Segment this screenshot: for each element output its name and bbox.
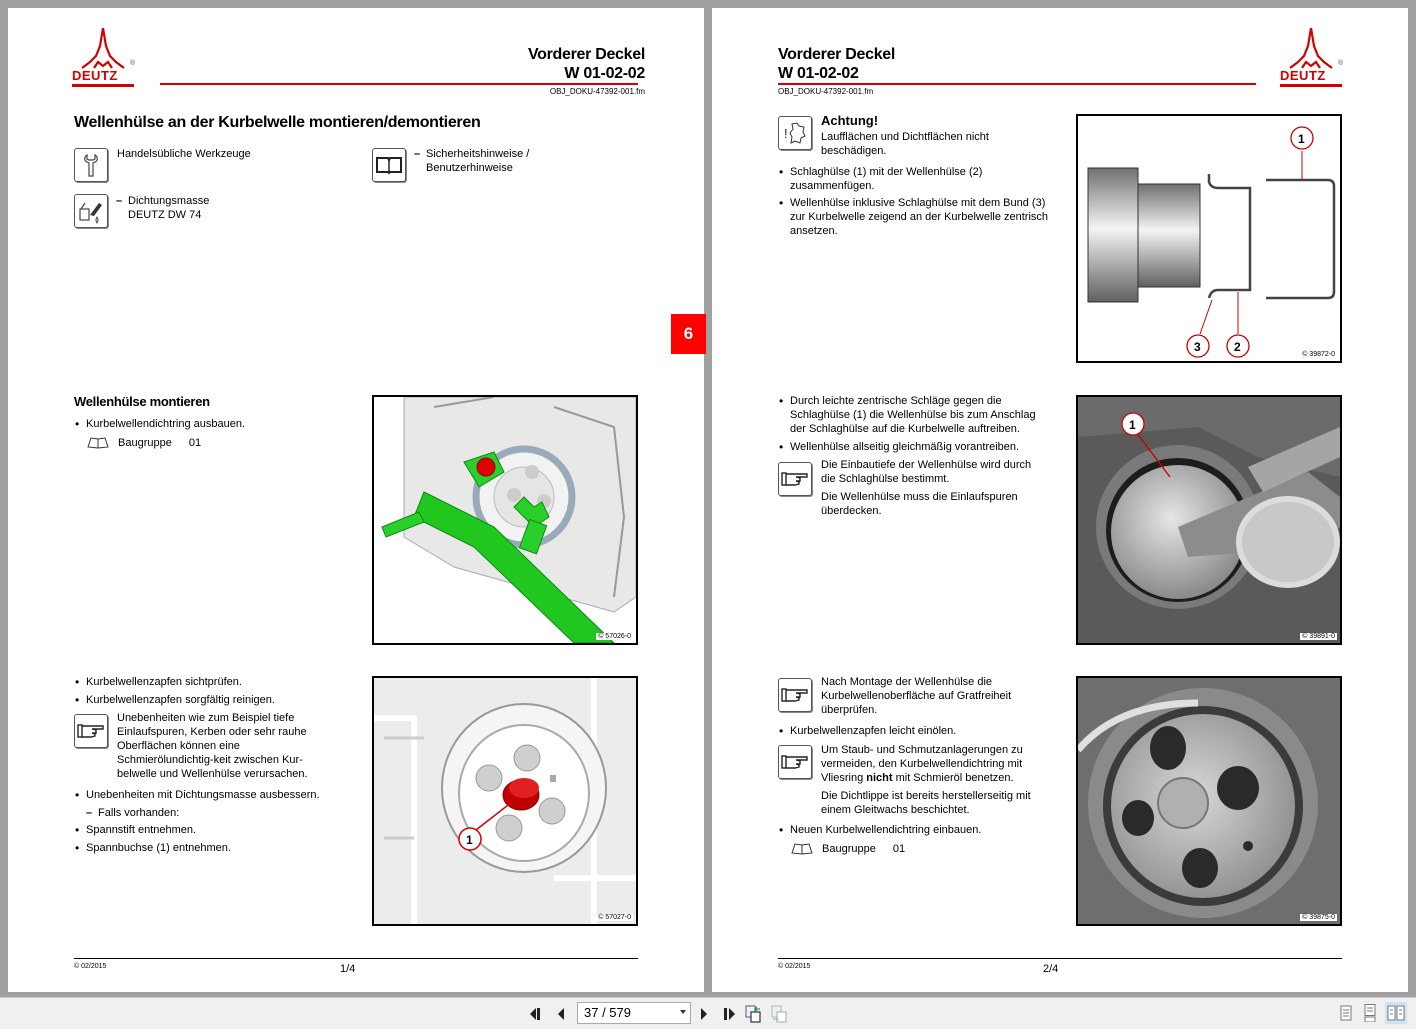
- sealant-iconbox: [74, 194, 108, 228]
- safety-label-2: Benutzerhinweise: [426, 162, 513, 174]
- last-page-button[interactable]: [719, 1004, 739, 1024]
- step-line: zur Kurbelwelle zeigend an der Kurbelwelle zentrisch: [790, 211, 1049, 223]
- step-line: • Durch leichte zentrische Schläge gegen die: [790, 395, 1002, 407]
- note-line: Oberflächen können eine: [117, 740, 240, 752]
- previous-view-button[interactable]: [744, 1004, 764, 1024]
- note-line: Die Dichtlippe ist bereits herstellerseitig mit: [821, 790, 1031, 802]
- reference-link[interactable]: [118, 436, 201, 450]
- tools-label: Handelsübliche Werkzeuge: [117, 148, 251, 160]
- logo-brand-text: DEUTZ: [72, 68, 118, 83]
- deutz-logo: [1280, 26, 1342, 88]
- page-heading: Wellenhülse an der Kurbelwelle montieren/demontieren: [74, 114, 481, 131]
- step-line: der Schlaghülse auf die Kurbelwelle auftreiben.: [790, 423, 1020, 435]
- header-title: Vorderer Deckel: [778, 46, 896, 63]
- wrench-icon: [81, 152, 101, 178]
- pointing-hand-icon: [781, 753, 809, 771]
- if-present-note: – Falls vorhanden:: [86, 806, 179, 820]
- figure-sleeve-diagram: [1076, 114, 1342, 363]
- prev-page-icon: [556, 1007, 566, 1021]
- reference-label: Baugruppe: [822, 843, 876, 855]
- continuous-view-button[interactable]: [1359, 1002, 1381, 1024]
- continuous-page-icon: [1364, 1004, 1376, 1022]
- chevron-down-icon: [680, 1010, 686, 1014]
- navigation-toolbar: [0, 997, 1416, 1029]
- reference-value: 01: [892, 843, 906, 855]
- header-rule: [160, 83, 638, 85]
- note-install-depth: [821, 458, 1031, 518]
- step-oil-journal: • Kurbelwellenzapfen leicht einölen.: [778, 724, 956, 738]
- note-check-burrs: [821, 675, 1011, 717]
- step-remove-pin: • Spannstift entnehmen.: [74, 823, 196, 837]
- safety-iconbox: [372, 148, 406, 182]
- note-iconbox: [778, 678, 812, 712]
- crankshaft-illustration: [374, 678, 636, 924]
- step-remove-bushing: • Spannbuchse (1) entnehmen.: [74, 841, 231, 855]
- note-line: Nach Montage der Wellenhülse die: [821, 676, 993, 688]
- figure-id: © 39891-0: [1302, 633, 1335, 640]
- note-line: Die Einbautiefe der Wellenhülse wird durch: [821, 459, 1032, 471]
- step-line: Schlaghülse (1) die Wellenhülse bis zum Anschlag: [790, 409, 1036, 421]
- step-inspect-journal: • Kurbelwellenzapfen sichtprüfen.: [74, 675, 242, 689]
- note-line: Schmierölundichtig-keit zwischen Kur-: [117, 754, 303, 766]
- safety-label-1: – Sicherheitshinweise /: [414, 147, 529, 161]
- step-install-seal: • Neuen Kurbelwellendichtring einbauen.: [778, 823, 981, 837]
- caution-line: beschädigen.: [821, 145, 887, 157]
- footer-page-number: 2/4: [1043, 963, 1059, 975]
- tools-iconbox: [74, 148, 108, 182]
- sealant-label: – Dichtungsmasse: [116, 194, 209, 208]
- reference-label: Baugruppe: [118, 437, 172, 449]
- caution-gear-icon: [782, 120, 808, 146]
- previous-page-button[interactable]: [551, 1004, 571, 1024]
- logo-bar: [72, 84, 134, 87]
- crankshaft-flange-photo: [1078, 678, 1340, 924]
- pointing-hand-icon: [781, 470, 809, 488]
- first-page-button[interactable]: [527, 1004, 547, 1024]
- note-line: Kurbelwellenoberfläche auf Gratfreiheit: [821, 690, 1012, 702]
- registered-mark: ®: [130, 60, 136, 67]
- back-view-icon: [745, 1005, 763, 1023]
- logo-brand-text: DEUTZ: [1280, 68, 1326, 83]
- step-line: zusammenfügen.: [790, 180, 875, 192]
- note-line: vermeiden, den Kurbelwellendichtring mit: [821, 758, 1023, 770]
- last-page-icon: [721, 1007, 737, 1021]
- figure-id: © 39872-0: [1302, 351, 1335, 358]
- note-line: Unebenheiten wie zum Beispiel tiefe: [117, 712, 295, 724]
- first-page-icon: [529, 1007, 545, 1021]
- step-line: • Schlaghülse (1) mit der Wellenhülse (2): [790, 166, 983, 178]
- header-code: W 01-02-02: [564, 65, 645, 82]
- figure-puller-tool: [372, 395, 638, 645]
- note-iconbox: [778, 462, 812, 496]
- note-text: Vliesring: [821, 772, 867, 784]
- page-number-select[interactable]: [577, 1002, 691, 1024]
- deutz-tower-icon: [72, 26, 134, 72]
- note-emphasis: nicht: [866, 772, 893, 784]
- callout-number: 1: [1298, 132, 1305, 146]
- next-page-icon: [699, 1007, 709, 1021]
- sealant-brush-icon: [77, 197, 105, 225]
- footer-date: © 02/2015: [778, 963, 811, 970]
- deutz-logo: [72, 26, 134, 88]
- caution-text: [821, 130, 989, 158]
- page-indicator: 37 / 579: [584, 1005, 631, 1020]
- header-code: W 01-02-02: [778, 65, 859, 82]
- header-filename: OBJ_DOKU-47392-001.fm: [549, 87, 645, 96]
- step-clean-journal: • Kurbelwellenzapfen sorgfältig reinigen.: [74, 693, 275, 707]
- note-line: Die Wellenhülse muss die Einlaufspuren: [821, 491, 1018, 503]
- header-filename: OBJ_DOKU-47392-001.fm: [778, 87, 874, 96]
- step-remove-seal: • Kurbelwellendichtring ausbauen.: [74, 417, 245, 431]
- header-rule: [778, 83, 1256, 85]
- footer-rule: [778, 958, 1342, 959]
- note-iconbox: [74, 714, 108, 748]
- step-join-sleeves: [778, 165, 982, 193]
- note-iconbox: [778, 745, 812, 779]
- caution-line: Laufflächen und Dichtflächen nicht: [821, 131, 989, 143]
- section-heading: Wellenhülse montieren: [74, 394, 210, 409]
- reference-book-icon: [87, 437, 109, 449]
- callout-number: 3: [1194, 340, 1201, 354]
- header-title-block: [528, 45, 645, 83]
- step-drive-evenly: • Wellenhülse allseitig gleichmäßig vorantreiben.: [778, 440, 1019, 454]
- footer-page-number: 1/4: [340, 963, 356, 975]
- puller-tool-illustration: [374, 397, 636, 643]
- svg-text:!: !: [784, 126, 788, 141]
- callout-number: 1: [1129, 418, 1136, 432]
- note-line: Um Staub- und Schmutzanlagerungen zu: [821, 744, 1023, 756]
- single-page-icon: [1340, 1005, 1352, 1021]
- two-page-view-button[interactable]: [1385, 1002, 1407, 1024]
- chapter-tab-left: 6: [671, 314, 706, 354]
- two-page-icon: [1387, 1005, 1405, 1021]
- callout-number: 1: [466, 833, 473, 847]
- sleeve-diagram-illustration: [1078, 116, 1340, 361]
- step-repair-unevenness: • Unebenheiten mit Dichtungsmasse ausbessern.: [74, 788, 320, 802]
- note-line: Einlaufspuren, Kerben oder sehr rauhe: [117, 726, 307, 738]
- figure-driving-photo: [1076, 395, 1342, 645]
- note-line: [821, 771, 1031, 785]
- note-text: mit Schmieröl benetzen.: [892, 772, 1014, 784]
- page-right: [712, 8, 1408, 992]
- footer-date: © 02/2015: [74, 963, 107, 970]
- single-page-view-button[interactable]: [1335, 1002, 1357, 1024]
- step-line: ansetzen.: [790, 225, 838, 237]
- step-position-sleeve: [778, 196, 1048, 238]
- step-drive-sleeve: [778, 394, 1036, 436]
- caution-title: Achtung!: [821, 113, 879, 128]
- callout-number: 2: [1234, 340, 1241, 354]
- figure-flange-photo: [1076, 676, 1342, 926]
- book-icon: [375, 155, 403, 175]
- note-line: die Schlaghülse bestimmt.: [821, 473, 950, 485]
- forward-view-icon: [771, 1005, 789, 1023]
- deutz-tower-icon: [1280, 26, 1342, 72]
- reference-book-icon: [791, 843, 813, 855]
- registered-mark: ®: [1338, 60, 1344, 67]
- note-line: überdecken.: [821, 505, 882, 517]
- logo-bar: [1280, 84, 1342, 87]
- note-line: belwelle und Wellenhülse verursachen.: [117, 768, 308, 780]
- sealant-name: DEUTZ DW 74: [128, 209, 202, 221]
- reference-value: 01: [188, 437, 202, 449]
- note-line: einem Gleitwachs beschichtet.: [821, 804, 970, 816]
- next-page-button[interactable]: [694, 1004, 714, 1024]
- header-title: Vorderer Deckel: [527, 46, 645, 63]
- figure-id: © 39875-0: [1302, 914, 1335, 921]
- header-title-block: [778, 45, 895, 83]
- caution-iconbox: [778, 116, 812, 150]
- pointing-hand-icon: [77, 722, 105, 740]
- figure-crankshaft-bushing: [372, 676, 638, 926]
- page-left: [8, 8, 704, 992]
- footer-rule: [74, 958, 638, 959]
- step-line: • Wellenhülse inklusive Schlaghülse mit dem Bund (3): [790, 197, 1046, 209]
- driving-sleeve-photo: [1078, 397, 1340, 643]
- note-no-oil: [821, 743, 1031, 817]
- figure-id: © 57026-0: [598, 633, 631, 640]
- figure-id: © 57027-0: [598, 914, 631, 921]
- pointing-hand-icon: [781, 686, 809, 704]
- next-view-button[interactable]: [770, 1004, 790, 1024]
- reference-link[interactable]: [822, 842, 905, 856]
- note-line: überprüfen.: [821, 704, 878, 716]
- note-uneven-surfaces: [117, 711, 308, 781]
